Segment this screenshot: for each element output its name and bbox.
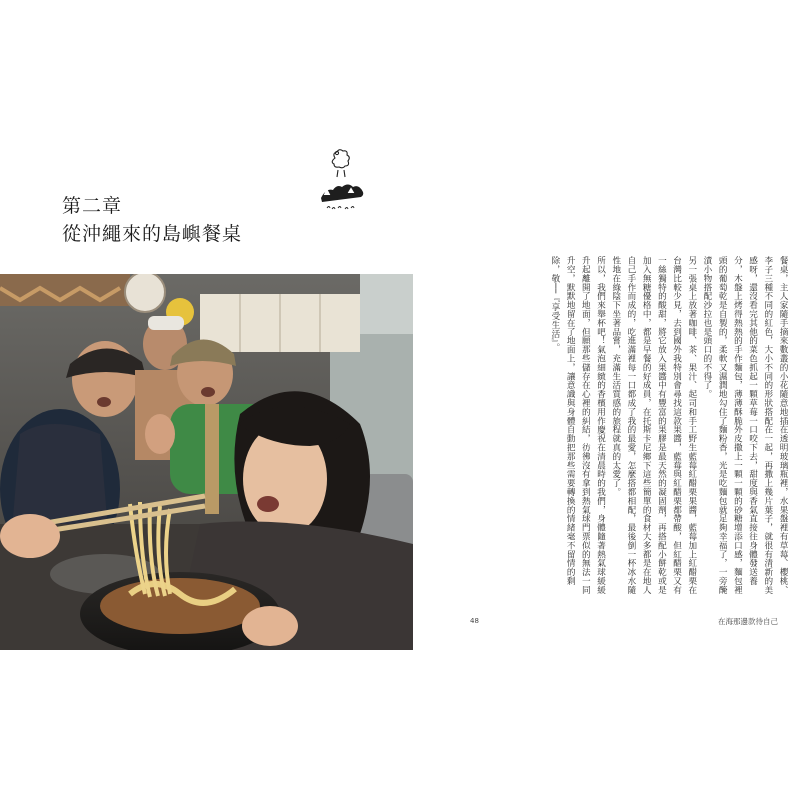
paragraph: 餐桌，主人家隨手摘來數叢的小花隨意地插在透明玻璃瓶裡，水果盤裡有草莓、櫻桃、李子三種不同的紅色，大小不同的形狀搭配在一起，再撒上幾片葉子，就很有清新的美感呀，還沒看完其他的菜色抓起一顆草莓一口咬下去，甜度與香氣直接往身體發送養分，木盤上烤得熱熱的手作麵包，薄薄酥脆外皮撒上一顆一顆的砂糖增添口感，麵包裡頭的葡萄乾是自製的，柔軟又濕潤地勾住了麵粉香，光是吃麵包就足夠幸福了，一旁醃漬小物搭配沙拉也是頭口的不得了。 xyxy=(701,256,788,595)
running-head: 在海那邊款待自己 xyxy=(718,617,778,626)
chapter-label: 第二章 xyxy=(62,195,123,217)
paragraph: 所以，我們來舉杯吧！氣泡細緻的香檳用作慶祝在清晨時的我們，身體隨著熱氣球緩緩升起離開了地面，但願那些儲存在心裡的糾結，彷彿沒有拿到熱氣球門票似的無法一同升空，默默地留在了地面上，讓意識與身體自動把那些需要轉換的情緒毫不留情的剩除，敬──『享受生活』。 xyxy=(549,256,606,595)
sheep-doodle-illustration xyxy=(318,146,366,216)
paragraph: 另一張桌上放著咖啡、茶、果汁、起司和手工野生藍莓紅醋栗果醬，藍莓加上紅醋栗在台灣比較少見，去到國外我特別會尋找這款果醬，藍莓與紅醋栗都帶酸，但紅醋栗又有一絲獨特的酸甜，將它放入果醬中有豐富的果膠是最天然的凝固劑，再搭配小餅乾或是加入無糖優格中，都是早餐的好成員，在托斯卡尼鄉下這些簡單的食材大多都是在地人自己手作而成的，吃進滿裡每一口都成了我的最愛，怎麼搭都相配，最後倒一杯冰水隨性地在綠陰下坐著品嘗，充滿生活質感的旅程就真的太愛了。 xyxy=(610,256,697,595)
body-text-vertical xyxy=(470,256,790,600)
ramen-friends-photo xyxy=(0,274,413,650)
page-number: 48 xyxy=(470,617,479,625)
chapter-title: 從沖繩來的島嶼餐桌 xyxy=(62,223,243,245)
